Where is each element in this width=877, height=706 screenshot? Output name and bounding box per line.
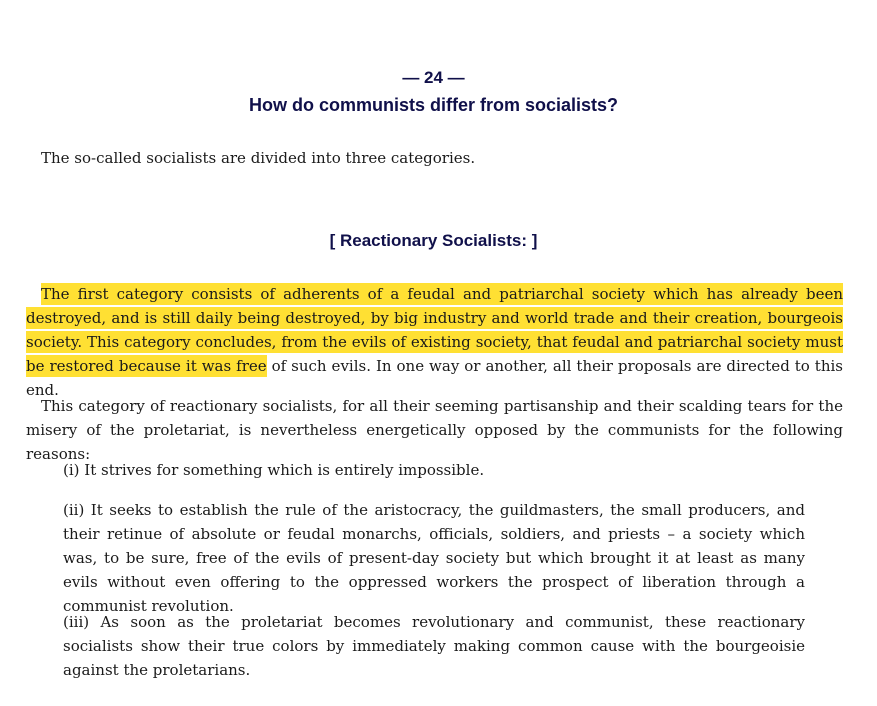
paragraph-first-category [26,282,843,402]
paragraph-text: of such evils. In one way or another, all their proposals are directed to this end. [26,357,843,399]
reason-item-3: (iii) As soon as the proletariat becomes revolutionary and communist, these reactionary socialists show their true colors by immediately making common cause with the bourgeoisie against the proletarians. [63,613,805,679]
intro-paragraph: The so-called socialists are divided into three categories. [41,149,476,167]
subheading-reactionary-socialists: [ Reactionary Socialists: ] [329,231,538,250]
highlighted-text[interactable]: The first category consists of adherents of a feudal and patriarchal society which has already been destroyed, and is still daily being destroyed, by big industry and world trade and their creation, bourgeois society. This category concludes, from the evils of existing society, that feudal and patriarchal society must be restored because it was free [26,285,843,375]
section-title: How do communists differ from socialists? [248,95,619,115]
paragraph-opposition: This category of reactionary socialists, for all their seeming partisanship and their scalding tears for the misery of the proletariat, is nevertheless energetically opposed by the communists for the following reasons: [26,397,843,463]
reason-item-2: (ii) It seeks to establish the rule of the aristocracy, the guildmasters, the small producers, and their retinue of absolute or feudal monarchs, officials, soldiers, and priests – a society which was, to be sure, free of the evils of present-day society but which brought it at least as many evils without even offering to the oppressed workers the prospect of liberation through a communist revolution. [63,501,805,615]
reason-item-1: (i) It strives for something which is entirely impossible. [63,461,485,479]
section-number: — 24 — [402,68,465,87]
